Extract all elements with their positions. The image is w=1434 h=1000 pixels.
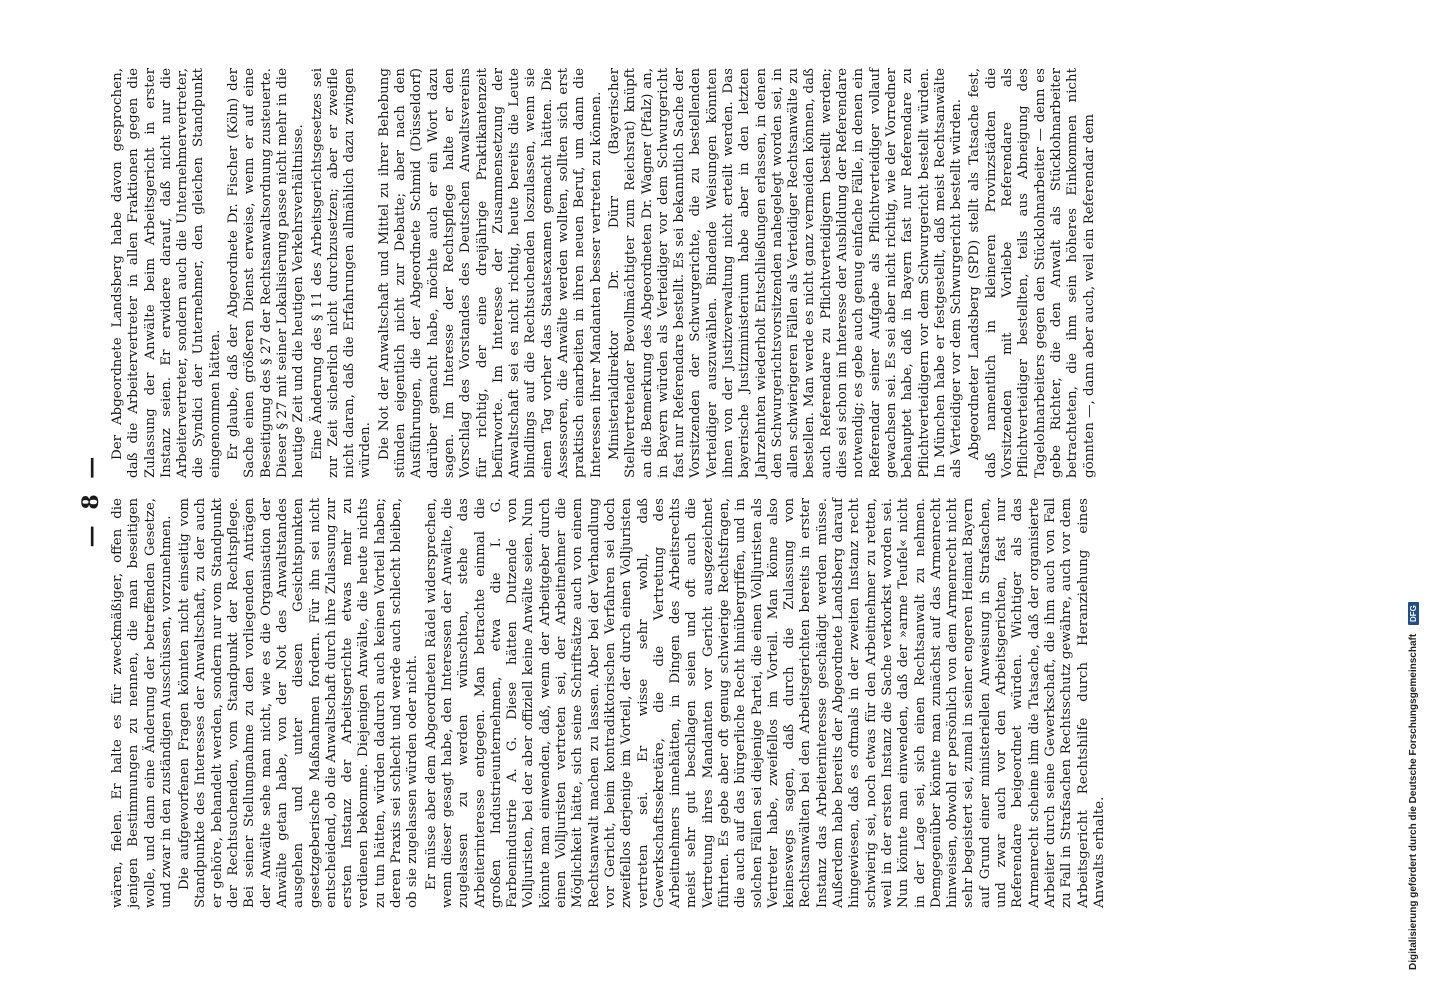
digitization-credit (1408, 30, 1419, 970)
paragraph: Er glaube, daß der Abgeordnete Dr. Fischer (Köln) der Sache einen größeren Dienst erweise, wenn er auf eine Beseitigung des § 27 der Rechtsanwaltsordnung zusteuerte. Dieser § 27 mit seiner Lokalisierung passe nicht mehr in die heutige Zeit und die heutigen Verkehrsverhältnisse. (226, 68, 307, 478)
paragraph: Ministerialdirektor Dr. Dürr (Bayerischer Stellvertretender Bevollmächtigter zum Reichsrat) knüpft an die Bemerkung des Abgeordneten Dr. Wagner (Pfalz) an, in Bayern würden als Verteidiger vor dem Schwurgericht fast nur Referendare bestellt. Es sei bekanntlich Sache der Vorsitzenden der Schwurgerichte, die zu bestellenden Verteidiger auszuwählen. Bindende Weisungen könnten ihnen von der Justizverwaltung nicht erteilt werden. Das bayerische Justizministerium habe aber in den letzten Jahrzehnten wiederholt Entschließungen erlassen, in denen den Schwurgerichtsvorsitzenden nahegelegt worden sei, in allen schwierigeren Fällen als Verteidiger Rechtsanwälte zu bestellen. Man werde es nicht ganz vermeiden können, daß auch Referendare zu Pflichtverteidigern bestellt werden; dies sei schon im Interesse der Ausbildung der Referendare notwendig; es gebe auch genug einfache Fälle, in denen ein Referendar seiner Aufgabe als Pflichtverteidiger vollauf gewachsen sei. Es sei aber nicht richtig, wie der Vorredner behauptet habe, daß in Bayern fast nur Referendare zu Pflichtverteidigern vor dem Schwurgericht bestellt würden. In München habe er festgestellt, daß meist Rechtsanwälte als Verteidiger vor dem Schwurgericht bestellt würden. (606, 68, 965, 478)
page-number: — 8 — (78, 452, 104, 548)
paragraph: Die aufgeworfenen Fragen könnten nicht einseitig vom Standpunkte des Interesses der Anwaltschaft, zu der auch er gehöre, behandelt werden, sondern nur vom Standpunkt der Rechtsuchenden, vom Standpunkt der Rechtspflege. Bei seiner Stellungnahme zu den vorliegenden Anträgen der Anwälte sehe man nicht, wie es die Organisation der Anwälte getan habe, von der Not des Anwaltstandes ausgehen und unter diesen Gesichtspunkten gesetzgeberische Maßnahmen fordern. Für ihn sei nicht entscheidend, ob die Anwaltschaft durch ihre Zulassung zur ersten Instanz der Arbeitsgerichte etwas mehr zu verdienen bekomme. Diejenigen Anwälte, die heute nichts zu tun hätten, würden dadurch auch keinen Vorteil haben; deren Praxis sei schlecht und werde auch schlecht bleiben, ob sie zugelassen würden oder nicht. (177, 498, 421, 908)
text-column-left (110, 498, 1110, 908)
paragraph: Er müsse aber dem Abgeordneten Rädel widersprechen, wenn dieser gesagt habe, den Interessen der Anwälte, die zugelassen zu werden wünschten, stehe das Arbeiterinteresse entgegen. Man betrachte einmal die großen Industrieunternehmen, etwa die I. G. Farbenindustrie A. G. Diese hätten Dutzende von Volljuristen, bei der aber offiziell keine Anwälte seien. Nun könnte man einwenden, daß, wenn der Arbeitgeber durch einen Volljuristen vertreten sei, der Arbeitnehmer die Möglichkeit hätte, sich seine Schriftsätze auch von einem Rechtsanwalt machen zu lassen. Aber bei der Verhandlung vor Gericht, beim kontradiktorischen Verfahren sei doch zweifellos derjenige im Vorteil, der durch einen Volljuristen vertreten sei. Er wisse sehr wohl, daß Gewerkschaftssekretäre, die die Vertretung des Arbeitnehmers innehätten, in Dingen des Arbeitsrechts meist sehr gut beschlagen seien und oft auch die Vertretung ihres Mandanten vor Gericht ausgezeichnet führten. Es gebe aber oft genug schwierige Rechtsfragen, die auch auf das bürgerliche Recht hinübergriffen, und in solchen Fällen sei diejenige Partei, die einen Volljuristen als Vertreter habe, zweifellos im Vorteil. Man könne also keineswegs sagen, daß durch die Zulassung von Rechtsanwälten bei den Arbeitsgerichten bereits in erster Instanz das Arbeiterinteresse geschädigt werden müsse. Außerdem habe bereits der Abgeordnete Landsberg darauf hingewiesen, daß es oftmals in der zweiten Instanz recht schwierig sei, noch etwas für den Arbeitnehmer zu retten, weil in der ersten Instanz die Sache verkorkst worden sei. Nun könnte man einwenden, daß der »arme Teufel« nicht in der Lage sei, sich einen Rechtsanwalt zu nehmen. Demgegenüber könnte man zunächst auf das Armenrecht hinweisen, obwohl er persönlich von dem Armenrecht nicht sehr begeistert sei, zumal in seiner engeren Heimat Bayern auf Grund einer ministeriellen Anweisung in Strafsachen, und zwar auch vor den Arbeitsgerichten, fast nur Referendare beigeordnet würden. Wichtiger als das Armenrecht scheine ihm die Tatsache, daß der organisierte Arbeiter durch seine Gewerkschaft, die ihm auch von Fall zu Fall in Strafsachen Rechtsschutz gewähre, auch vor dem Arbeitsgericht Rechtshilfe durch Heranziehung eines Anwalts erhalte. (423, 498, 1107, 908)
paragraph: Der Abgeordnete Landsberg habe davon gesprochen, daß die Arbeitervertreter in allen Fraktionen gegen die Zulassung der Anwälte beim Arbeitsgericht in erster Instanz seien. Er erwidere darauf, daß nicht nur die Arbeitervertreter, sondern auch die Unternehmervertreter, die Syndici der Unternehmer, den gleichen Standpunkt eingenommen hätten. (110, 68, 223, 478)
paragraph: Eine Änderung des § 11 des Arbeitsgerichtsgesetzes sei zur Zeit sicherlich nicht durchzusetzen; aber er zweifle nicht daran, daß die Erfahrungen allmählich dazu zwingen würden. (309, 68, 374, 478)
paragraph: Die Not der Anwaltschaft und Mittel zu ihrer Behebung stünden eigentlich nicht zur Debatte; aber nach den Ausführungen, die der Abgeordnete Schmid (Düsseldorf) darüber gemacht habe, möchte auch er ein Wort dazu sagen. Im Interesse der Rechtspflege halte er den Vorschlag des Vorstandes des Deutschen Anwaltsvereins für richtig, der eine dreijährige Praktikantenzeit befürworte. Im Interesse der Zusammensetzung der Anwaltschaft sei es nicht richtig, heute bereits die Leute blindlings auf die Rechtsuchenden loszulassen, wenn sie einen Tag vorher das Staatsexamen gemacht hätten. Die Assessoren, die Anwälte werden wollten, sollten sich erst praktisch einarbeiten in ihren neuen Beruf, um dann die Interessen ihrer Mandanten besser vertreten zu können. (376, 68, 604, 478)
dfg-logo: DFG (1408, 602, 1419, 625)
paragraph: wären, fielen. Er halte es für zweckmäßiger, offen die jenigen Bestimmungen zu nennen, die man beseitigen wolle, und dann eine Änderung der betreffenden Gesetze, und zwar in den zuständigen Ausschüssen, vorzunehmen. (110, 498, 174, 908)
paragraph: Abgeordneter Landsberg (SPD) stellt als Tatsache fest, daß namentlich in kleineren Provinzstädten die Vorsitzenden mit Vorliebe Referendare als Pflichtverteidiger bestellten, teils aus Abneigung des Tagelohnarbeiters gegen den Stücklohnarbeiter — denn es gebe Richter, die den Anwalt als Stücklohnarbeiter betrachteten, die ihm sein höheres Einkommen nicht gönnten —, dann aber auch, weil ein Referendar dem (967, 68, 1097, 478)
text-column-right (110, 68, 1100, 478)
credit-text: Digitalisierung gefördert durch die Deutsche Forschungsgemeinschaft (1408, 633, 1419, 970)
